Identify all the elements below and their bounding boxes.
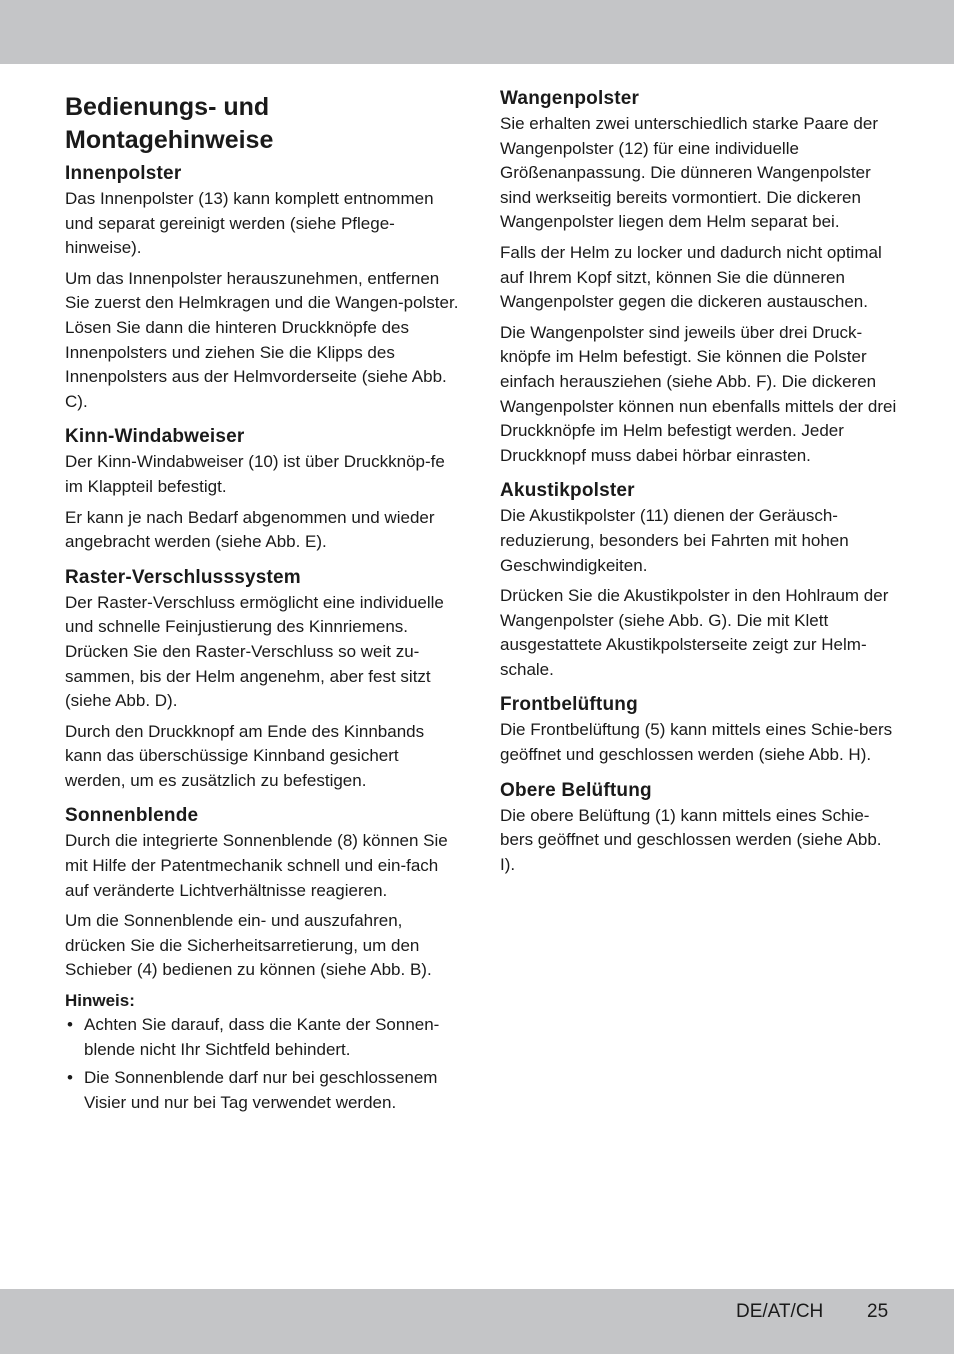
page-number: 25 xyxy=(867,1301,889,1322)
paragraph: Um die Sonnenblende ein- und auszufahren, drücken Sie die Sicherheitsarretierung, um den Schieber (4) bedienen zu können (siehe Abb. B). xyxy=(65,911,432,980)
paragraph: Die Akustikpolster (11) dienen der Geräusch-reduzierung, besonders bei Fahrten mit hohen Geschwindigkeiten. xyxy=(500,506,849,575)
left-column xyxy=(65,86,460,1125)
page-title: Bedienungs- und Montagehinweise xyxy=(65,93,274,154)
note-list xyxy=(65,1013,460,1115)
paragraph: Das Innenpolster (13) kann komplett entnommen und separat gereinigt werden (siehe Pflege-hinweise). xyxy=(65,189,434,258)
header-bar xyxy=(0,0,954,64)
section-frontbelueftung xyxy=(500,692,898,767)
section-heading: Sonnenblende xyxy=(65,805,199,827)
section-innenpolster xyxy=(65,161,460,414)
section-akustikpolster xyxy=(500,478,898,682)
section-heading: Raster-Verschlusssystem xyxy=(65,566,301,588)
section-raster-verschlusssystem xyxy=(65,565,460,794)
paragraph: Um das Innenpolster herauszunehmen, entfernen Sie zuerst den Helmkragen und die Wangen-polster. Lösen Sie dann die hinteren Druckknöpfe des Innenpolsters und ziehen Sie die Klipps des Innenpolsters aus der Helmvorderseite (siehe Abb. C). xyxy=(65,268,459,411)
paragraph: Drücken Sie die Akustikpolster in den Hohlraum der Wangenpolster (siehe Abb. G). Die mit Klett ausgestattete Akustikpolsterseite zeigt zur Helm-schale. xyxy=(500,586,889,679)
section-heading: Wangenpolster xyxy=(500,88,640,109)
section-heading: Innenpolster xyxy=(65,163,182,184)
section-heading: Kinn-Windabweiser xyxy=(65,426,245,448)
section-kinn-windabweiser xyxy=(65,424,460,554)
region-label: DE/AT/CH xyxy=(736,1301,824,1322)
paragraph: Durch die integrierte Sonnenblende (8) können Sie mit Hilfe der Patentmechanik schnell und ein-fach auf veränderte Lichtverhältnisse reagieren. xyxy=(65,831,448,900)
paragraph: Falls der Helm zu locker und dadurch nicht optimal auf Ihrem Kopf sitzt, können Sie die dünneren Wangenpolster gegen die dickeren austauschen. xyxy=(500,242,882,312)
note-label: Hinweis: xyxy=(65,991,135,1011)
paragraph: Er kann je nach Bedarf abgenommen und wieder angebracht werden (siehe Abb. E). xyxy=(65,507,435,552)
paragraph: Die Frontbelüftung (5) kann mittels eines Schie-bers geöffnet und geschlossen werden (siehe Abb. H). xyxy=(500,720,893,765)
list-item: • Die Sonnenblende darf nur bei geschlossenem Visier und nur bei Tag verwendet werden. xyxy=(65,1066,460,1115)
section-heading: Akustikpolster xyxy=(500,480,635,502)
paragraph: Der Kinn-Windabweiser (10) ist über Druckknöp-fe im Klappteil befestigt. xyxy=(65,452,445,496)
paragraph: Der Raster-Verschluss ermöglicht eine individuelle und schnelle Feinjustierung des Kinnriemens. Drücken Sie den Raster-Verschluss so weit zu-sammen, bis der Helm angenehm, aber fest sitzt (siehe Abb. D). xyxy=(65,592,444,711)
section-heading: Obere Belüftung xyxy=(500,779,652,801)
section-obere-belueftung xyxy=(500,778,898,878)
paragraph: Sie erhalten zwei unterschiedlich starke Paare der Wangenpolster (12) für eine individuelle Größenanpassung. Die dünneren Wangenpolster sind werkseitig bereits vormontiert. Die dickeren Wangenpolster liegen dem Helm separat bei. xyxy=(500,114,878,232)
right-column xyxy=(500,86,898,887)
section-sonnenblende xyxy=(65,803,460,1115)
list-item: • Achten Sie darauf, dass die Kante der Sonnen-blende nicht Ihr Sichtfeld behindert. xyxy=(65,1013,460,1062)
section-wangenpolster xyxy=(500,86,898,468)
section-heading: Frontbelüftung xyxy=(500,694,638,716)
paragraph: Durch den Druckknopf am Ende des Kinnbands kann das überschüssige Kinnband gesichert werden, um es zusätzlich zu befestigen. xyxy=(65,721,425,790)
paragraph: Die Wangenpolster sind jeweils über drei Druck-knöpfe im Helm befestigt. Sie können die Polster einfach herausziehen (siehe Abb. F). Die dickeren Wangenpolster können nun ebenfalls mittels der drei Druckknöpfe im Helm befestigt werden. Jeder Druckknopf muss dabei hörbar einrasten. xyxy=(500,322,897,465)
paragraph: Die obere Belüftung (1) kann mittels eines Schie-bers geöffnet und geschlossen werden (siehe Abb. I). xyxy=(500,805,882,874)
